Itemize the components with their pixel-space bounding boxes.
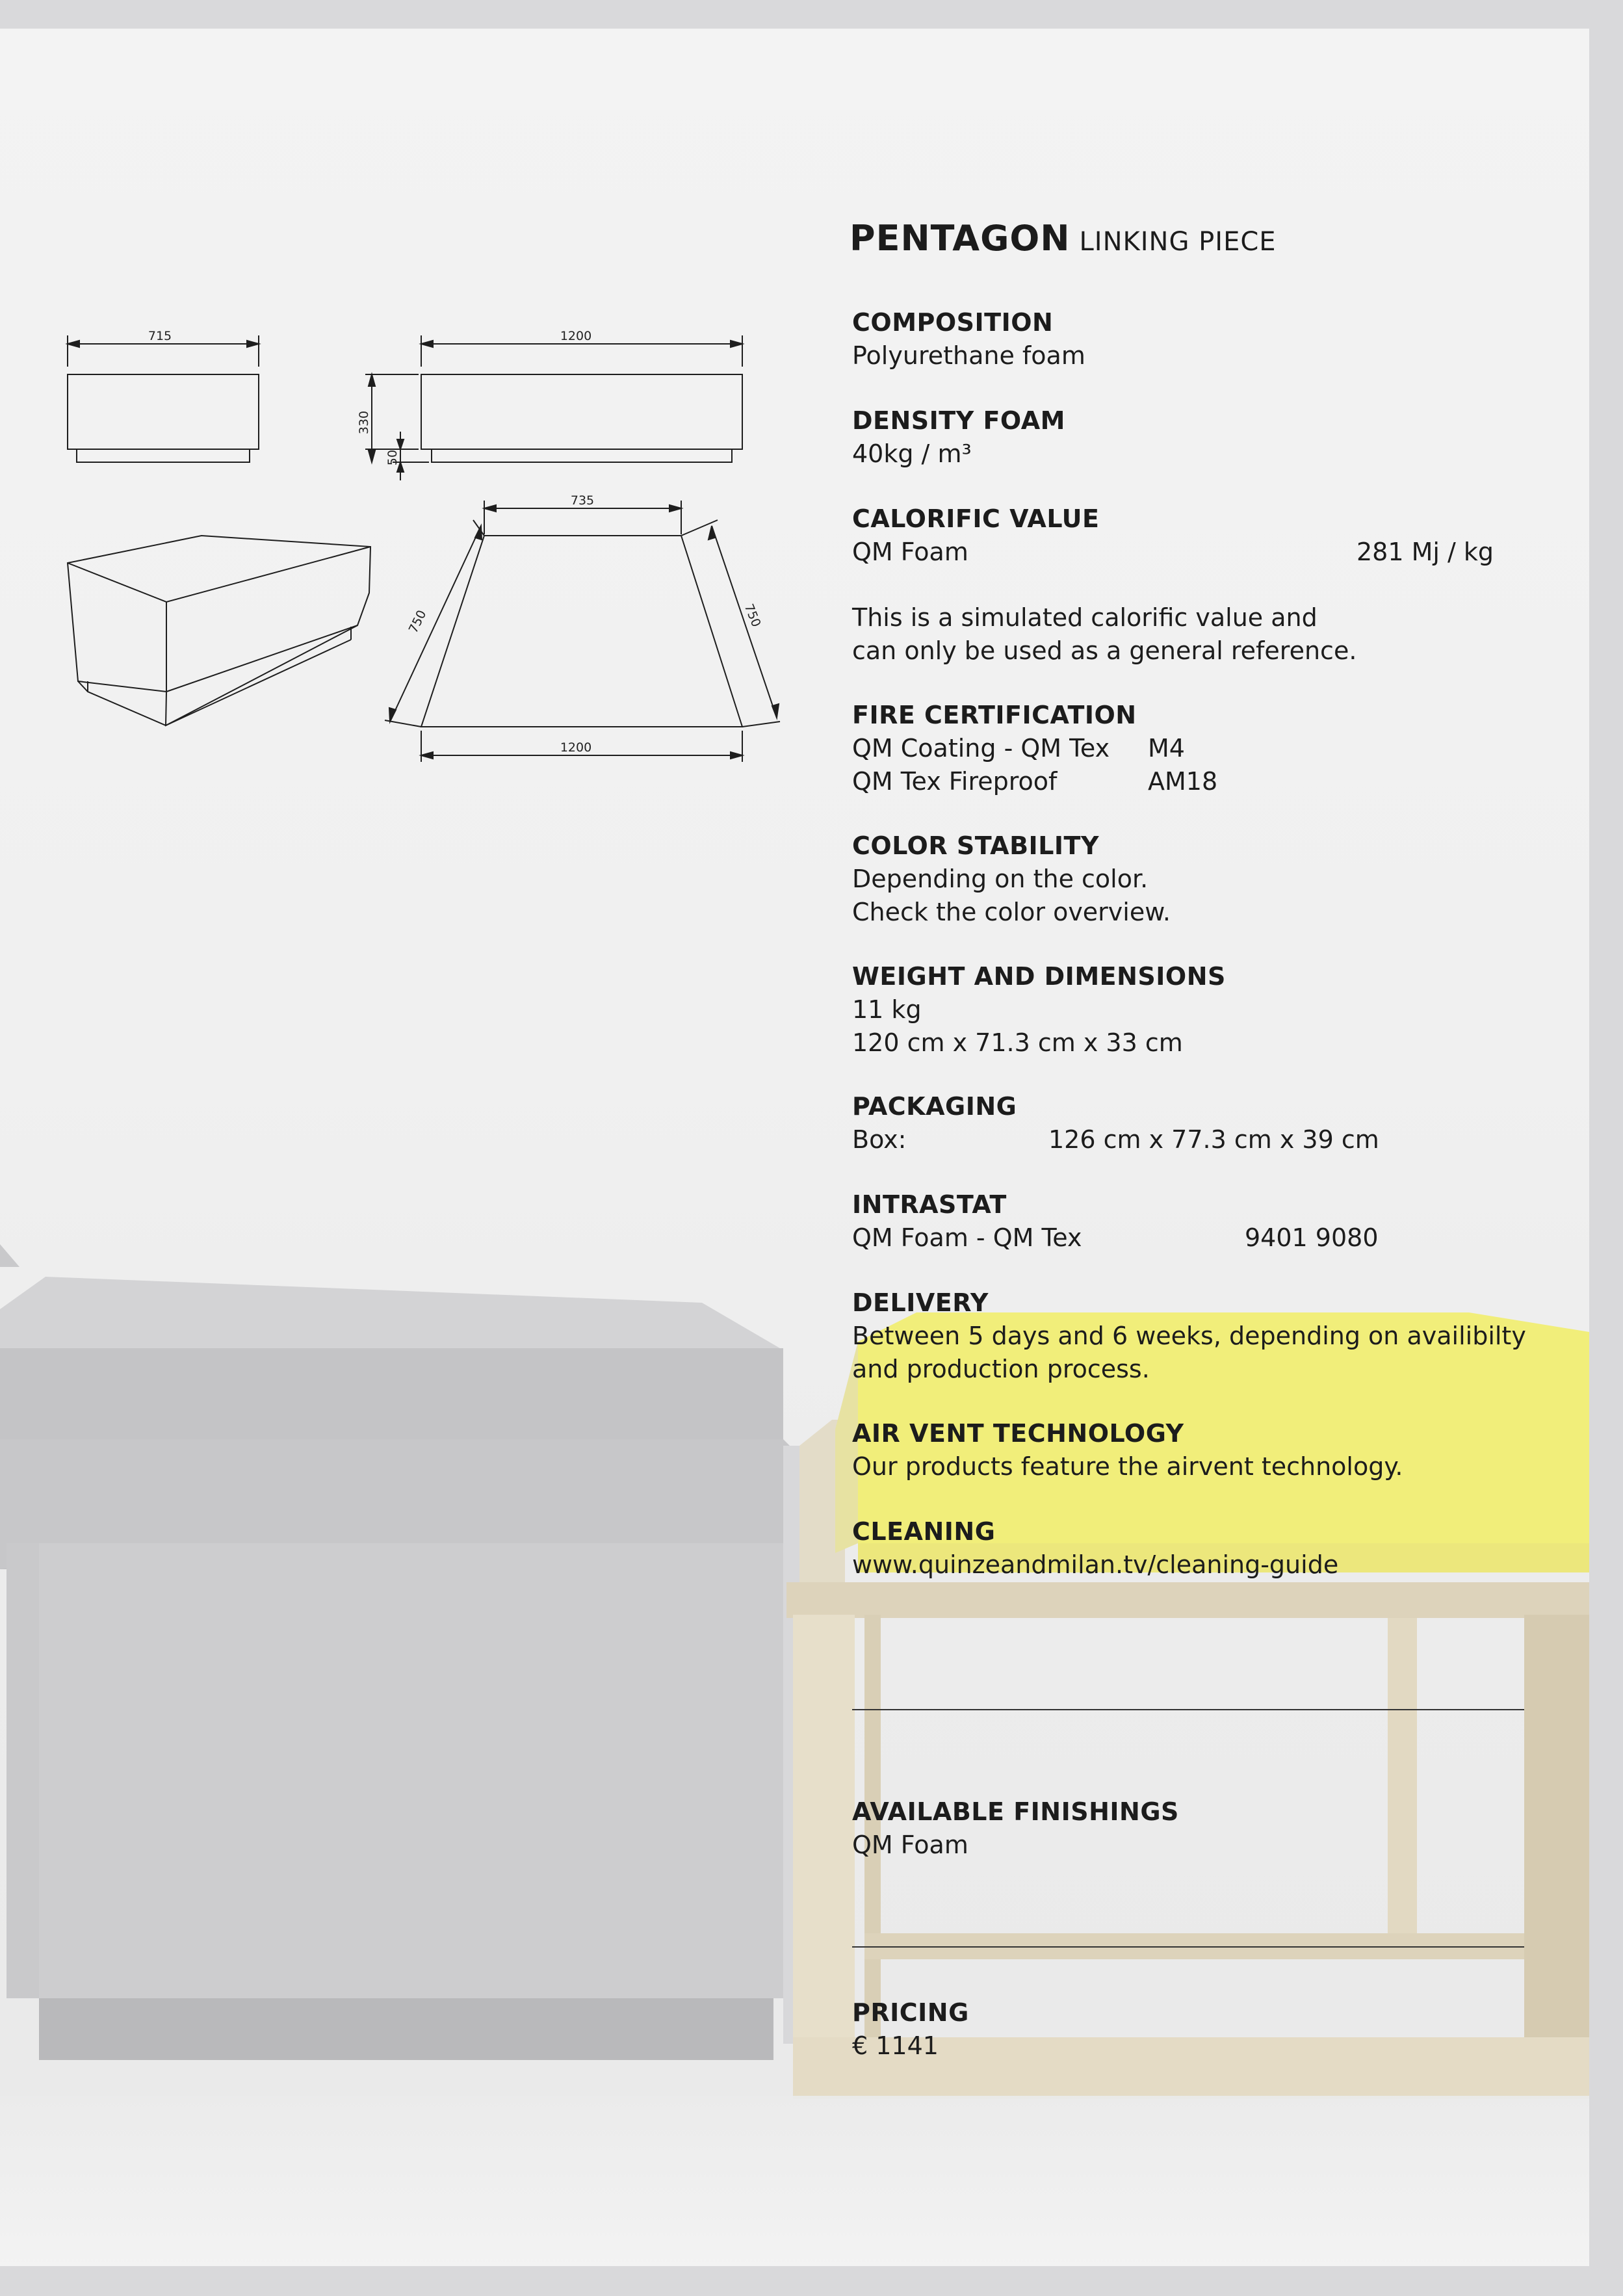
side-view-drawing xyxy=(357,329,742,480)
spec-text: Polyurethane foam xyxy=(852,341,1085,370)
spec-text: 40kg / m³ xyxy=(852,439,972,468)
spec-text-line-1: Depending on the color. xyxy=(852,865,1149,893)
spec-note-line-2: can only be used as a general reference. xyxy=(852,636,1357,665)
price-value: € 1141 xyxy=(852,2031,939,2060)
spec-text-line-2: Check the color overview. xyxy=(852,898,1171,926)
spec-label: QM Coating - QM Tex xyxy=(852,734,1110,763)
cleaning-guide-link[interactable]: www.quinzeandmilan.tv/cleaning-guide xyxy=(852,1550,1339,1579)
spec-heading: DENSITY FOAM xyxy=(852,406,1065,435)
spec-intrastat xyxy=(852,1188,1535,1255)
technical-drawings xyxy=(0,29,845,809)
front-view-drawing xyxy=(68,329,259,462)
spec-value: 281 Mj / kg xyxy=(1357,538,1494,566)
spec-text-line-1: 11 kg xyxy=(852,995,922,1024)
spec-heading: WEIGHT AND DIMENSIONS xyxy=(852,962,1226,991)
spec-text-line-2: and production process. xyxy=(852,1355,1150,1383)
spec-delivery xyxy=(852,1286,1535,1386)
spec-note-line-1: This is a simulated calorific value and xyxy=(852,603,1318,632)
section-divider xyxy=(852,1709,1524,1710)
spec-sheet-page xyxy=(0,29,1589,2266)
plan-view-drawing xyxy=(385,493,780,762)
grey-pentagon-seat xyxy=(0,1244,803,2060)
spec-heading: CLEANING xyxy=(852,1517,996,1546)
spec-heading: FIRE CERTIFICATION xyxy=(852,701,1137,729)
spec-label: Box: xyxy=(852,1125,907,1154)
dim-slant-left: 750 xyxy=(406,608,430,636)
dim-top-width: 735 xyxy=(570,493,595,508)
dim-side-width: 1200 xyxy=(560,329,592,343)
spec-composition xyxy=(852,306,1535,372)
spec-label: QM Foam xyxy=(852,538,968,566)
spec-pricing xyxy=(852,1996,1535,2063)
perspective-view-drawing xyxy=(68,536,370,725)
spec-value: 9401 9080 xyxy=(1245,1223,1379,1252)
spec-value: 126 cm x 77.3 cm x 39 cm xyxy=(1048,1125,1379,1154)
dim-bottom-width: 1200 xyxy=(560,740,592,755)
dim-slant-right: 750 xyxy=(741,601,764,629)
spec-density xyxy=(852,404,1535,471)
section-divider xyxy=(852,1946,1524,1948)
spec-heading: CALORIFIC VALUE xyxy=(852,504,1100,533)
spec-value: AM18 xyxy=(1148,767,1218,796)
spec-air-vent xyxy=(852,1416,1535,1483)
product-title xyxy=(850,216,1277,265)
spec-value: M4 xyxy=(1148,734,1185,763)
spec-heading: DELIVERY xyxy=(852,1288,989,1317)
product-name: PENTAGON xyxy=(850,218,1071,259)
spec-text: QM Foam xyxy=(852,1831,968,1859)
spec-weight-dimensions xyxy=(852,959,1535,1060)
spec-cleaning xyxy=(852,1515,1535,1582)
spec-calorific xyxy=(852,502,1535,668)
spec-heading: PACKAGING xyxy=(852,1092,1017,1121)
spec-text: Our products feature the airvent technology. xyxy=(852,1452,1403,1481)
product-type: LINKING PIECE xyxy=(1079,227,1277,257)
spec-heading: AIR VENT TECHNOLOGY xyxy=(852,1419,1184,1448)
spec-heading: COMPOSITION xyxy=(852,308,1054,337)
spec-fire-certification xyxy=(852,698,1535,798)
spec-label: QM Tex Fireproof xyxy=(852,767,1058,796)
spec-text-line-2: 120 cm x 71.3 cm x 33 cm xyxy=(852,1028,1183,1057)
spec-heading: COLOR STABILITY xyxy=(852,831,1099,860)
spec-heading: PRICING xyxy=(852,1998,969,2027)
spec-packaging xyxy=(852,1089,1535,1156)
spec-label: QM Foam - QM Tex xyxy=(852,1223,1082,1252)
dim-height: 330 xyxy=(357,410,371,435)
dim-base-height: 50 xyxy=(385,449,400,466)
spec-text-line-1: Between 5 days and 6 weeks, depending on availibilty xyxy=(852,1322,1526,1350)
spec-heading: AVAILABLE FINISHINGS xyxy=(852,1797,1179,1826)
spec-color-stability xyxy=(852,829,1535,929)
spec-available-finishings xyxy=(852,1795,1535,1862)
dim-front-width: 715 xyxy=(148,329,172,343)
spec-heading: INTRASTAT xyxy=(852,1190,1007,1219)
